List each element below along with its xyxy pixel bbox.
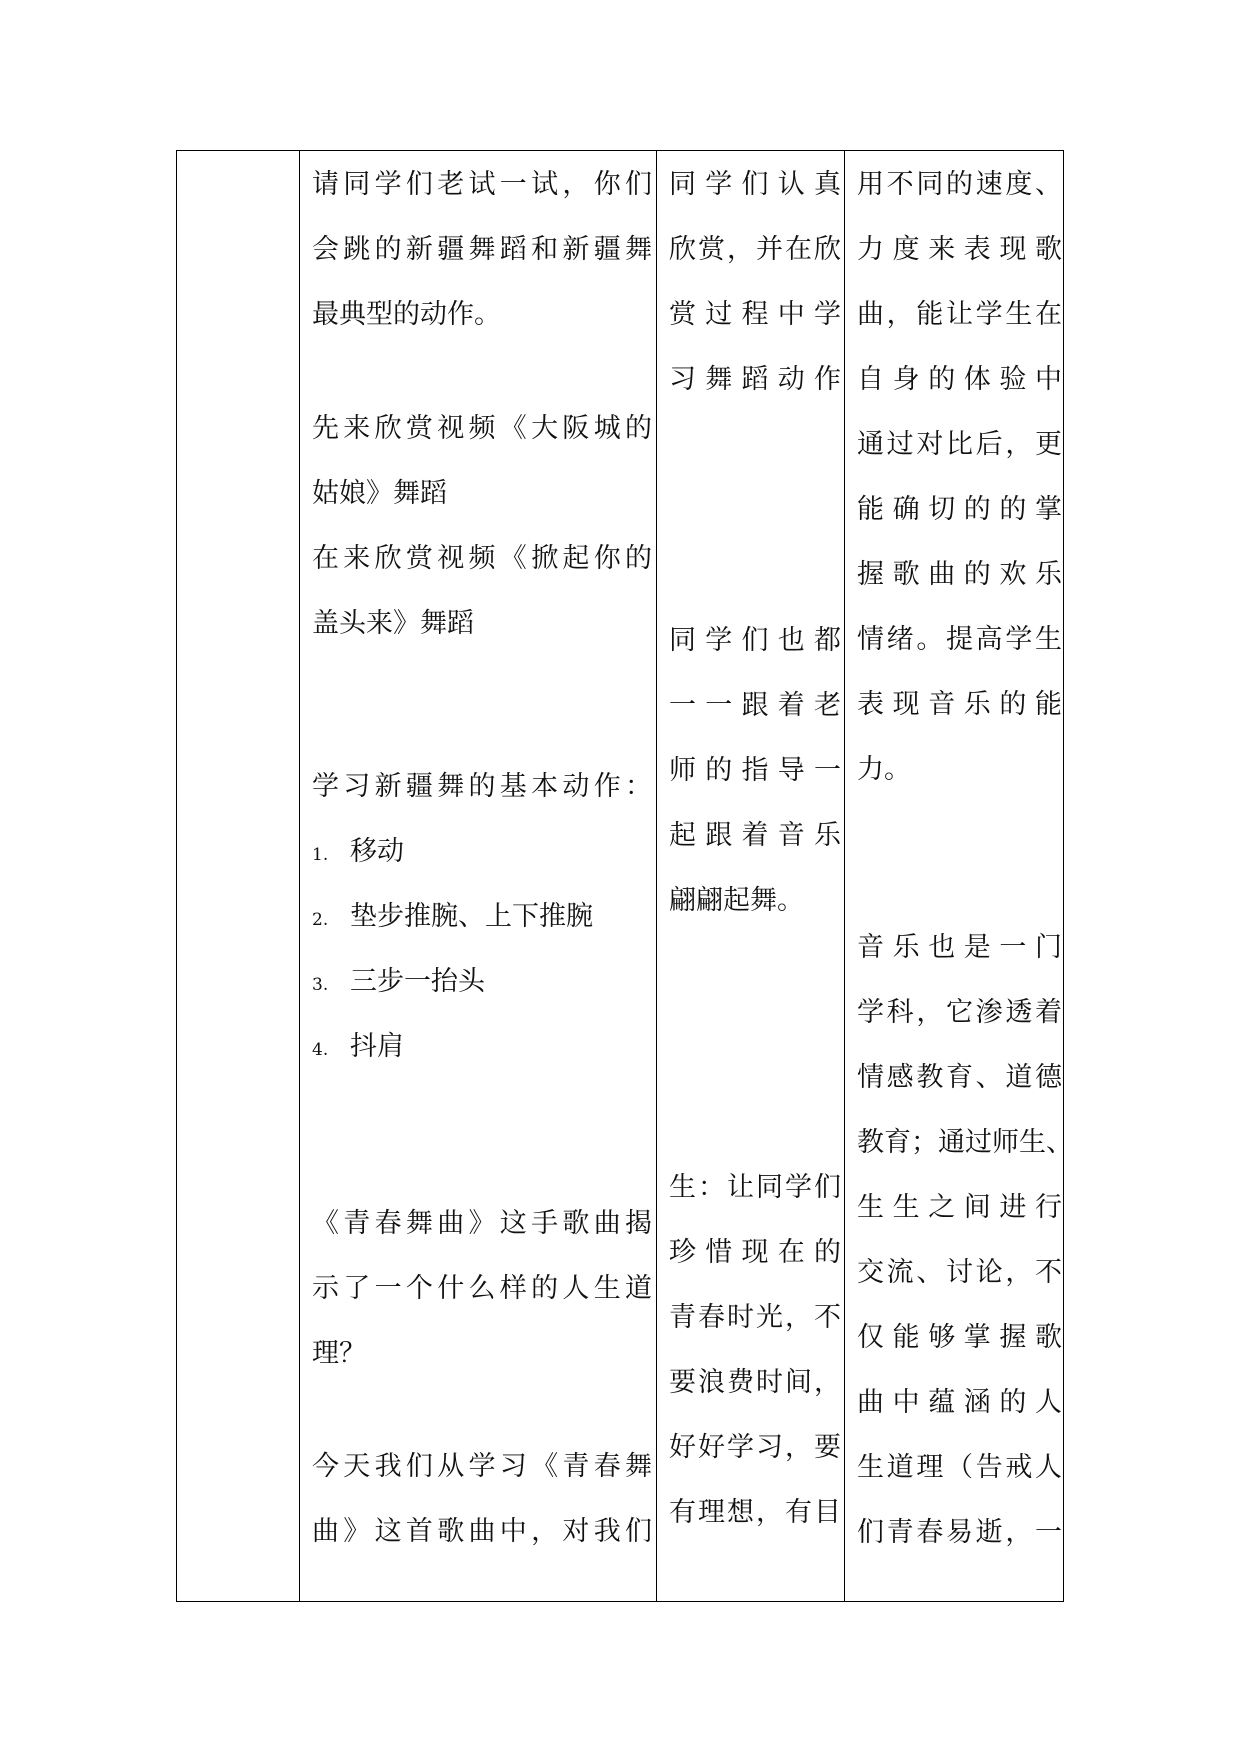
text-line: 会跳的新疆舞蹈和新疆舞	[312, 234, 657, 265]
list-text: 抖肩	[350, 1031, 404, 1062]
list-text: 三步一抬头	[350, 966, 485, 997]
text-line: 曲中蕴涵的人	[857, 1387, 1071, 1418]
text-line: 通过对比后，更	[857, 429, 1065, 460]
text-line: 曲》这首歌曲中，对我们	[312, 1516, 657, 1547]
text-line: 曲，能让学生在	[857, 299, 1065, 330]
text-line: 交流、讨论，不	[857, 1257, 1065, 1288]
text-line: 情感教育、道德	[857, 1062, 1065, 1093]
cell-stage	[177, 151, 299, 1601]
list-item	[312, 1027, 404, 1067]
text-line: 力。	[857, 754, 911, 785]
list-item	[312, 962, 485, 1002]
text-line: 理？	[312, 1338, 366, 1369]
text-line: 自身的体验中	[857, 364, 1071, 395]
text-line: 有理想，有目	[669, 1497, 843, 1528]
list-number: 3.	[312, 975, 329, 995]
text-line: 今天我们从学习《青春舞	[312, 1451, 657, 1482]
text-line: 《青春舞曲》这手歌曲揭	[312, 1208, 657, 1239]
text-line: 同学们也都	[669, 625, 851, 656]
text-line: 生道理（告戒人	[857, 1452, 1065, 1483]
text-line: 起跟着音乐	[669, 820, 851, 851]
text-line: 欣赏，并在欣	[669, 234, 843, 265]
text-line: 翩翩起舞。	[669, 885, 804, 916]
text-line: 用不同的速度、	[857, 169, 1065, 200]
text-line: 示了一个什么样的人生道	[312, 1273, 657, 1304]
list-text: 垫步推腕、上下推腕	[350, 901, 593, 932]
text-line: 师的指导一	[669, 755, 851, 786]
text-line: 生：让同学们	[669, 1172, 843, 1203]
text-line: 赏过程中学	[669, 299, 851, 330]
lesson-plan-table	[176, 150, 1073, 1602]
text-line: 情绪。提高学生	[857, 624, 1065, 655]
text-line: 要浪费时间，	[669, 1367, 843, 1398]
column-divider	[299, 151, 300, 1601]
text-line: 青春时光，不	[669, 1302, 843, 1333]
cell-design-intent	[857, 151, 1073, 1601]
text-line: 好好学习，要	[669, 1432, 843, 1463]
text-line: 珍惜现在的	[669, 1237, 851, 1268]
text-line: 习舞蹈动作	[669, 364, 851, 395]
list-text: 移动	[350, 836, 404, 867]
text-line: 一一跟着老	[669, 690, 851, 721]
text-line: 学科，它渗透着	[857, 997, 1065, 1028]
list-number: 2.	[312, 910, 329, 930]
list-number: 4.	[312, 1040, 329, 1060]
cell-teacher-activity	[312, 151, 657, 1601]
text-line: 教育；通过师生、	[857, 1127, 1073, 1158]
text-line: 们青春易逝，一	[857, 1517, 1065, 1548]
text-line: 仅能够掌握歌	[857, 1322, 1071, 1353]
column-divider	[656, 151, 657, 1601]
text-line: 生生之间进行	[857, 1192, 1071, 1223]
list-item	[312, 832, 404, 872]
text-line: 学习新疆舞的基本动作：	[312, 771, 657, 802]
list-item	[312, 897, 593, 937]
cell-student-activity	[669, 151, 851, 1601]
text-line: 握歌曲的欢乐	[857, 559, 1071, 590]
text-line: 在来欣赏视频《掀起你的	[312, 543, 657, 574]
text-line: 请同学们老试一试，你们	[312, 169, 657, 200]
text-line: 力度来表现歌	[857, 234, 1071, 265]
text-line: 盖头来》舞蹈	[312, 608, 474, 639]
text-line: 表现音乐的能	[857, 689, 1071, 720]
text-line: 姑娘》舞蹈	[312, 478, 447, 509]
text-line: 先来欣赏视频《大阪城的	[312, 413, 657, 444]
text-line: 能确切的的掌	[857, 494, 1071, 525]
list-number: 1.	[312, 845, 329, 865]
text-line: 同学们认真	[669, 169, 851, 200]
text-line: 音乐也是一门	[857, 932, 1071, 963]
text-line: 最典型的动作。	[312, 299, 501, 330]
